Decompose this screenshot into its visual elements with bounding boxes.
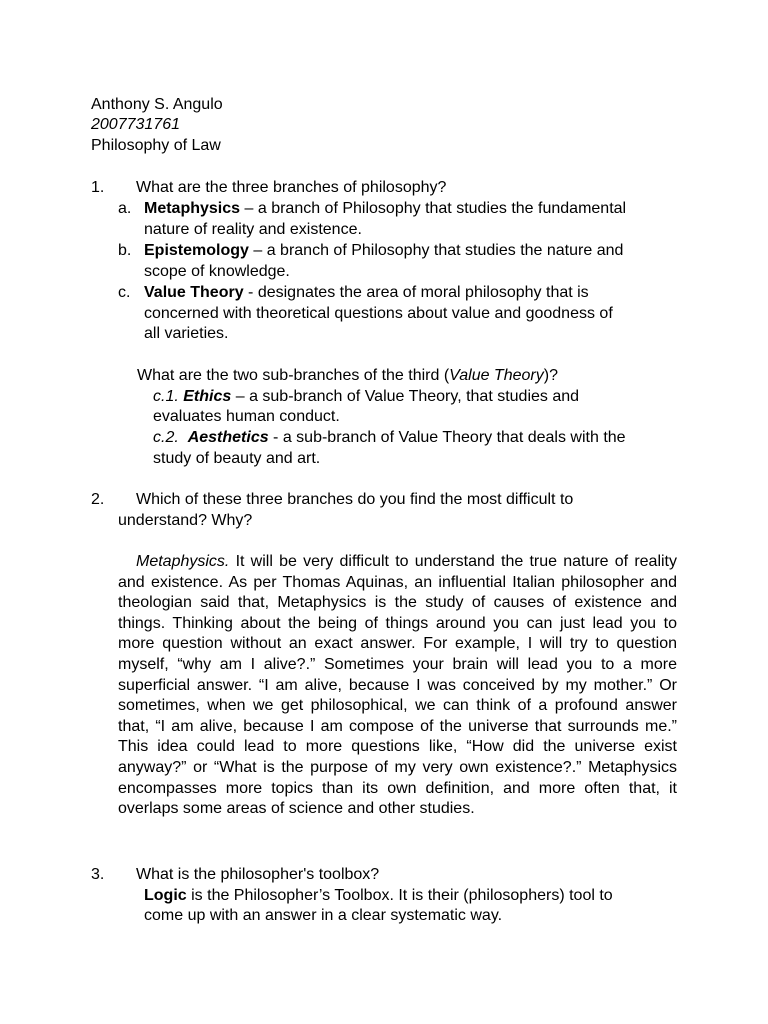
list-item-line (144, 283, 589, 304)
definition-continued: concerned with theoretical questions about value and goodness of (144, 305, 613, 322)
definition-continued: scope of knowledge. (144, 263, 290, 280)
term: Metaphysics (144, 200, 241, 217)
question-text-continued: understand? Why? (118, 512, 253, 529)
definition: a sub-branch of Value Theory that deals with the (282, 429, 626, 446)
definition-continued: all varieties. (144, 325, 229, 342)
separator: – (248, 242, 267, 259)
list-item-line (144, 241, 623, 262)
answer-line (144, 886, 613, 907)
question-number: 1. (91, 179, 105, 196)
sub-question-emphasis: Value Theory (449, 367, 544, 384)
answer-text: It will be very difficult to understand the true nature of reality and existence. As per Thomas Aquinas, an influential Italian philosopher and theologian said that, Metaphysics is the study of causes of existence and things. Thinking about the being of things around you can just lead you to more question without an exact answer. For example, I will try to question myself, “why am I alive?.” Sometimes your brain will lead you to a more superficial answer. “I am alive, because I was conceived by my mother.” Or sometimes, when we get philosophical, we can think of a profound answer that, “I am alive, because I am compose of the universe that surrounds me.” This idea could lead to more questions like, “How did the universe exist anyway?” or “What is the purpose of my very own existence?.” Metaphysics encompasses more topics than its own definition, and more often that, it overlaps some areas of science and other studies. (118, 553, 677, 818)
list-marker: c. (118, 284, 131, 301)
sub-list-line (153, 387, 579, 408)
student-id: 2007731761 (91, 116, 180, 133)
sub-list-marker: c.2. (153, 429, 179, 446)
question-text: Which of these three branches do you find the most difficult to (136, 491, 574, 508)
definition-continued: study of beauty and art. (153, 450, 321, 467)
separator: – (231, 388, 250, 405)
answer-text-continued: come up with an answer in a clear systematic way. (144, 907, 503, 924)
sub-list-marker: c.1. (153, 388, 179, 405)
term: Value Theory (144, 284, 244, 301)
term: Epistemology (144, 242, 249, 259)
course-title: Philosophy of Law (91, 137, 221, 154)
list-marker: b. (118, 242, 132, 259)
answer-text: is the Philosopher’s Toolbox. It is their (philosophers) tool to (186, 887, 613, 904)
sub-question-text: What are the two sub-branches of the third ( (137, 367, 450, 384)
term: Aesthetics (187, 429, 269, 446)
list-marker: a. (118, 200, 132, 217)
question-number: 3. (91, 866, 105, 883)
sub-question-text-end: )? (543, 367, 558, 384)
question-number: 2. (91, 491, 105, 508)
answer-emphasis: Metaphysics. (136, 553, 230, 570)
question-text: What are the three branches of philosophy? (136, 179, 447, 196)
definition-continued: evaluates human conduct. (153, 408, 340, 425)
definition-continued: nature of reality and existence. (144, 221, 362, 238)
separator: – (240, 200, 258, 217)
question-text: What is the philosopher's toolbox? (136, 866, 380, 883)
definition: a branch of Philosophy that studies the fundamental (257, 200, 627, 217)
definition: a branch of Philosophy that studies the nature and (266, 242, 624, 259)
sub-question (137, 366, 558, 387)
answer-paragraph (118, 552, 677, 820)
separator: - (243, 284, 258, 301)
list-item-line (144, 199, 626, 220)
separator: - (268, 429, 283, 446)
definition: designates the area of moral philosophy that is (257, 284, 589, 301)
answer-term: Logic (144, 887, 187, 904)
definition: a sub-branch of Value Theory, that studies and (249, 388, 580, 405)
author-name: Anthony S. Angulo (91, 96, 223, 113)
term: Ethics (183, 388, 232, 405)
sub-list-line (153, 428, 626, 449)
